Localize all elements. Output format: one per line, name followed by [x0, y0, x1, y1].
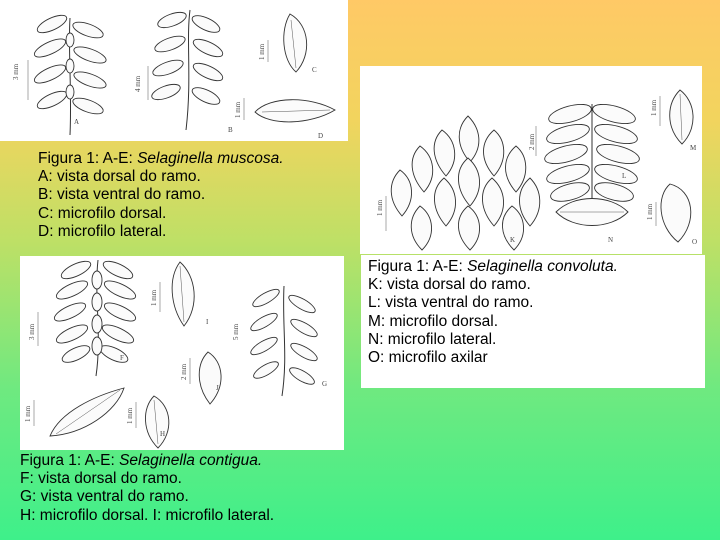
svg-text:2 mm: 2 mm	[528, 133, 536, 150]
convoluta-microphyll-n	[556, 199, 628, 226]
caption-contigua	[20, 452, 274, 525]
caption-muscosa-title: Figura 1: A-E: Selaginella muscosa.	[38, 150, 284, 167]
svg-text:1 mm: 1 mm	[650, 99, 658, 116]
figure-label-g: G	[322, 380, 328, 388]
contigua-illustration	[20, 256, 344, 450]
muscosa-branch-b	[148, 9, 225, 130]
caption-line: D: microfilo lateral.	[38, 222, 167, 240]
figure-label-i: I	[206, 318, 209, 326]
figure-label-j: J	[216, 384, 219, 392]
caption-line: N: microfilo lateral.	[368, 330, 497, 348]
caption-line: B: vista ventral do ramo.	[38, 186, 206, 204]
figure-label-b: B	[228, 126, 233, 134]
caption-line: M: microfilo dorsal.	[368, 312, 499, 330]
muscosa-illustration	[0, 0, 348, 141]
convoluta-microphyll-m	[660, 90, 693, 144]
svg-text:1 mm: 1 mm	[150, 289, 158, 306]
figure-label-c: C	[312, 66, 317, 74]
figure-label-l: L	[622, 172, 627, 180]
caption-line: C: microfilo dorsal.	[38, 204, 167, 222]
figure-label-a: A	[74, 118, 80, 126]
caption-line: K: vista dorsal do ramo.	[368, 276, 531, 294]
svg-text:2 mm: 2 mm	[180, 363, 188, 380]
caption-convoluta-box	[361, 255, 705, 388]
svg-text:3 mm: 3 mm	[12, 63, 20, 80]
muscosa-branch-a	[28, 12, 108, 135]
caption-contigua-title: Figura 1: A-E: Selaginella contigua.	[20, 452, 263, 469]
svg-text:1 mm: 1 mm	[646, 203, 654, 220]
svg-text:1 mm: 1 mm	[126, 407, 134, 424]
figure-label-f: F	[120, 354, 124, 362]
svg-text:5 mm: 5 mm	[232, 323, 240, 340]
svg-text:3 mm: 3 mm	[28, 323, 36, 340]
convoluta-branch-k	[386, 116, 540, 250]
svg-text:1 mm: 1 mm	[24, 405, 32, 422]
contigua-microphyll-i	[34, 388, 124, 436]
figure-label-k: K	[510, 236, 516, 244]
caption-line: H: microfilo dorsal. I: microfilo lateral.	[20, 506, 275, 524]
figure-label-o: O	[692, 238, 698, 246]
caption-convoluta-title: Figura 1: A-E: Selaginella convoluta.	[368, 258, 618, 275]
caption-muscosa	[38, 150, 284, 241]
figure-label-h: H	[160, 430, 166, 438]
caption-line: F: vista dorsal do ramo.	[20, 470, 182, 488]
svg-text:4 mm: 4 mm	[134, 75, 142, 92]
caption-convoluta	[368, 258, 618, 367]
muscosa-microphyll-d	[244, 98, 335, 122]
figure-label-d: D	[318, 132, 324, 140]
svg-text:1 mm: 1 mm	[376, 199, 384, 216]
contigua-microphyll-j	[190, 352, 221, 404]
svg-text:1 mm: 1 mm	[234, 101, 242, 118]
convoluta-microphyll-o	[656, 184, 691, 242]
contigua-branch-g	[249, 286, 320, 396]
caption-line: A: vista dorsal do ramo.	[38, 168, 201, 186]
caption-line: L: vista ventral do ramo.	[368, 294, 534, 312]
muscosa-microphyll-c	[268, 14, 307, 72]
figure-label-n: N	[608, 236, 614, 244]
contigua-microphyll-e	[160, 262, 194, 326]
convoluta-illustration	[360, 66, 702, 254]
contigua-microphyll-h	[136, 396, 169, 448]
caption-line: O: microfilo axilar	[368, 349, 488, 367]
figure-label-m: M	[690, 144, 697, 152]
svg-text:1 mm: 1 mm	[258, 43, 266, 60]
caption-line: G: vista ventral do ramo.	[20, 488, 189, 506]
